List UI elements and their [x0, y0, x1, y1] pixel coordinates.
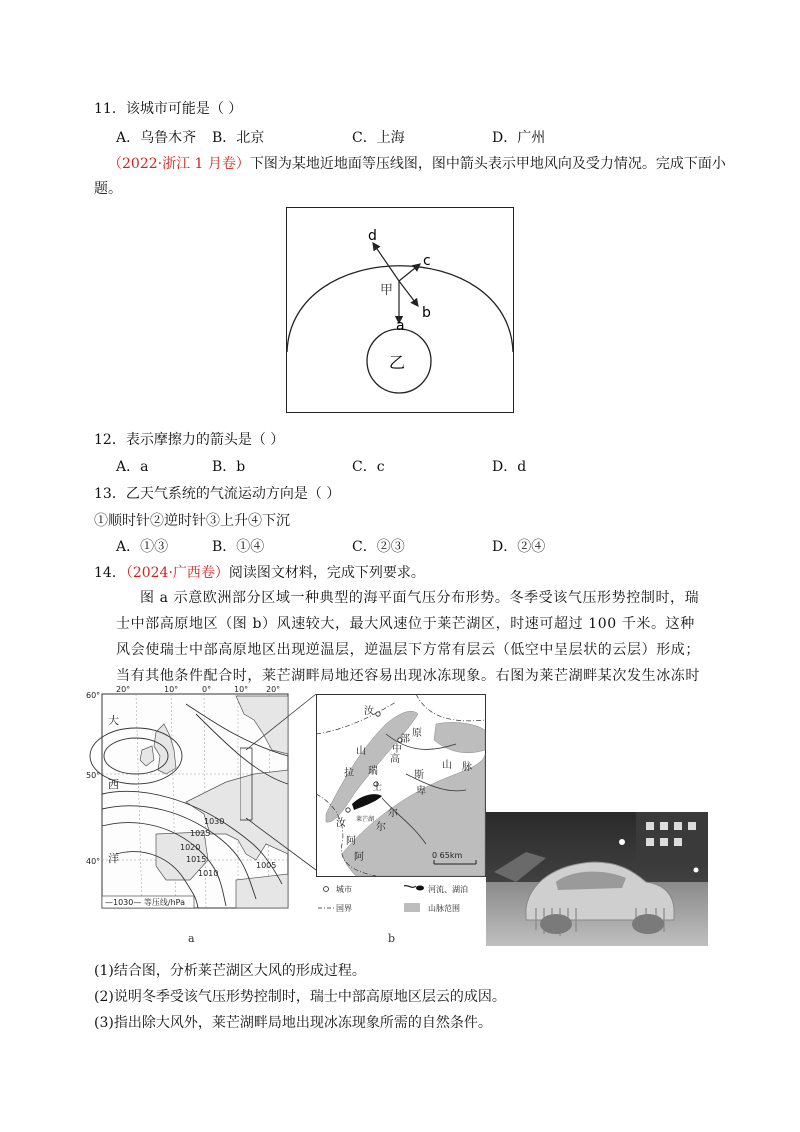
q14-sub-2: (2)说明冬季受该气压形势控制时，瑞士中部高原地区层云的成因。	[94, 989, 506, 1005]
q14-sub-3: (3)指出除大风外，莱芒湖畔局地出现冰冻现象所需的自然条件。	[94, 1015, 492, 1031]
q14-number: 14．	[94, 565, 126, 581]
zoom-connector	[240, 690, 320, 890]
legend-mountain: 山脉范围	[428, 904, 460, 913]
legend-river-icon	[404, 886, 416, 888]
isobar-1005: 1005	[256, 861, 277, 870]
intro-text: 下图为某地近地面等压线图，图中箭头表示甲地风向及受力情况。完成下面小	[249, 156, 726, 172]
lon-0: 0°	[202, 685, 212, 694]
label-a: a	[396, 318, 405, 334]
intro-line-1	[108, 153, 726, 173]
b-label-15: 斯	[414, 770, 424, 781]
b-label-lake: 莱芒湖	[356, 816, 375, 823]
lon-20e: 20°	[266, 685, 281, 694]
q14-material: 图 a 示意欧洲部分区域一种典型的海平面气压分布形势。冬季受该气压形势控制时，瑞士中部高原地区（图 b）风速较大，最大风速位于莱芒湖区，时速可超过 100 千米。这种风会使瑞士中部高原地区出现逆温层，逆温层下方常有层云（低空中呈层状的云层）形成；当有其他条件配合时，莱芒湖畔局地还容易出现冰冻现象。右图为莱芒湖畔某次发生冰冻时	[116, 590, 700, 684]
b-label-1: 汝	[364, 706, 374, 717]
isobar-1025: 1025	[190, 829, 211, 838]
lon-10e: 10°	[234, 685, 249, 694]
lat-50: 50°	[86, 771, 101, 780]
b-label-14: 卑	[416, 786, 426, 797]
q12-option-a[interactable]: A．a	[116, 459, 149, 475]
q14-header	[94, 562, 425, 582]
label-da: 大	[108, 714, 119, 727]
q12-option-c[interactable]: C．c	[352, 459, 385, 475]
source-tag: （2022·浙江 1 月卷）	[108, 156, 250, 172]
q13-option-c[interactable]: C．②③	[352, 539, 405, 555]
b-label-5: 部	[400, 734, 410, 745]
q11-option-a[interactable]: A．乌鲁木齐	[116, 130, 197, 146]
q14-source: （2024·广西卷）	[125, 565, 229, 581]
label-jia: 甲	[380, 283, 394, 298]
label-c: c	[423, 253, 431, 269]
q14-sub-1: (1)结合图，分析莱芒湖区大风的形成过程。	[94, 963, 366, 979]
q14-text: 阅读图文材料，完成下列要求。	[228, 565, 425, 581]
label-b: b	[422, 305, 431, 321]
b-label-8: 高	[390, 754, 400, 765]
isobar-1020: 1020	[180, 843, 201, 852]
q11-option-c[interactable]: C．上海	[352, 130, 405, 146]
b-label-19: 尔	[388, 808, 398, 819]
lon-20w: 20°	[116, 685, 131, 694]
q13-option-b[interactable]: B．①④	[212, 539, 265, 555]
q12-option-d[interactable]: D．d	[492, 459, 527, 475]
lat-60: 60°	[86, 691, 101, 700]
b-scale: 0 65km	[432, 851, 463, 860]
lon-10w: 10°	[164, 685, 179, 694]
label-yang: 洋	[108, 852, 119, 865]
b-label-7: 士	[372, 782, 382, 793]
isobar-diagram	[286, 207, 514, 413]
label-xi: 西	[108, 778, 119, 791]
b-label-13: 尔	[376, 822, 386, 833]
label-yi: 乙	[389, 353, 406, 372]
legend-mountain-icon	[404, 903, 420, 912]
b-label-9: 拉	[344, 768, 354, 779]
lat-40: 40°	[86, 857, 101, 866]
legend-river: 河流、湖泊	[428, 885, 468, 894]
q13-option-d[interactable]: D．②④	[492, 539, 546, 555]
q11-stem: 11．该城市可能是（ ）	[94, 101, 243, 117]
q11-option-b[interactable]: B．北京	[212, 130, 265, 146]
intro-line-2: 题。	[94, 181, 122, 197]
b-label-2: 山	[356, 746, 366, 757]
q13-option-a[interactable]: A．①③	[116, 539, 169, 555]
q12-option-b[interactable]: B．b	[212, 459, 246, 475]
b-label-18: 阿	[354, 852, 364, 863]
q11-option-d[interactable]: D．广州	[492, 130, 546, 146]
b-label-10: 山	[442, 760, 452, 771]
map-a-legend: —1030— 等压线/hPa	[105, 898, 186, 907]
legend-city: 城市	[336, 885, 352, 894]
legend-city-icon	[324, 887, 329, 892]
map-a-caption: a	[188, 932, 195, 945]
b-label-12: 脉	[462, 762, 472, 773]
map-b	[316, 694, 486, 934]
legend-border: 国界	[336, 904, 352, 913]
isobar-1010: 1010	[198, 869, 219, 878]
q13-stem: 13．乙天气系统的气流运动方向是（ ）	[94, 486, 341, 502]
b-label-4: 中	[392, 744, 402, 755]
label-d: d	[368, 228, 377, 244]
b-label-16: 汝	[336, 818, 346, 829]
q12-stem: 12．表示摩擦力的箭头是（ ）	[94, 432, 285, 448]
q13-statements: ①顺时针②逆时针③上升④下沉	[94, 513, 290, 529]
isobar-1030: 1030	[204, 817, 225, 826]
b-label-11: 阿	[346, 836, 356, 847]
map-b-caption: b	[388, 932, 396, 945]
isobar-1015: 1015	[186, 855, 207, 864]
b-label-6: 原	[412, 728, 422, 739]
b-label-3: 瑞	[368, 766, 378, 777]
frozen-car-photo	[486, 812, 708, 946]
